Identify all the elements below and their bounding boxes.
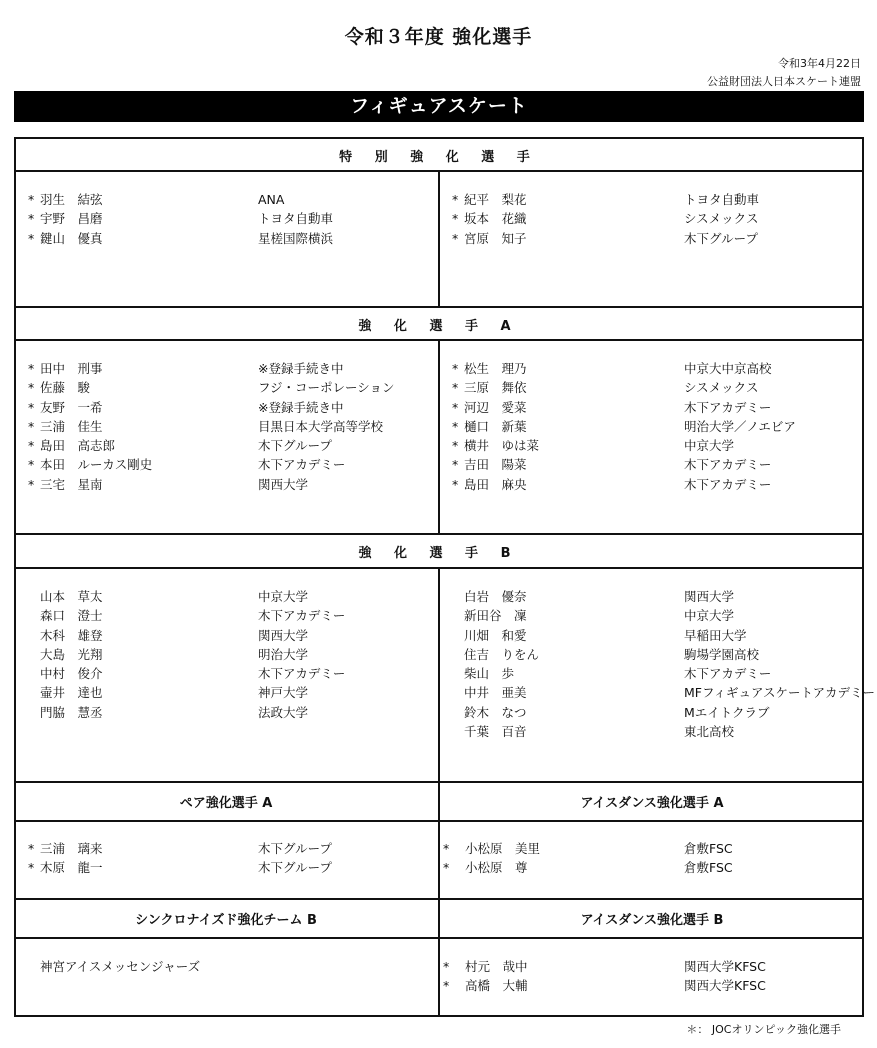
a-right-list	[452, 359, 857, 494]
organization-name: 公益財団法人日本スケート連盟	[707, 75, 861, 88]
affiliation: 関西大学KFSC	[684, 978, 766, 994]
athlete-name: 川畑 和愛	[464, 627, 527, 643]
affiliation: 関西大学	[258, 476, 309, 492]
list-item	[28, 664, 428, 683]
list-item	[28, 703, 428, 722]
list-item	[28, 359, 428, 378]
athlete-name: 宇野 昌磨	[40, 211, 103, 227]
affiliation: 法政大学	[258, 704, 309, 720]
affiliation: ANA	[258, 192, 285, 207]
section-heading-pair-a: ペア強化選手 A	[179, 796, 273, 811]
athlete-name: 島田 高志郎	[40, 438, 116, 454]
list-item	[443, 976, 857, 995]
athlete-name: 住吉 りをん	[464, 646, 540, 662]
athlete-name: 大島 光翔	[40, 646, 103, 662]
olympic-mark: *	[452, 192, 459, 207]
athlete-name: 鈴木 なつ	[464, 704, 527, 720]
olympic-mark: *	[443, 978, 450, 994]
list-item	[452, 626, 857, 645]
list-item	[452, 645, 857, 664]
olympic-mark: *	[452, 211, 459, 227]
athlete-name: 壷井 達也	[40, 685, 103, 701]
list-item	[452, 436, 857, 455]
section-heading-special: 特 別 強 化 選 手	[339, 150, 539, 165]
list-item	[452, 475, 857, 494]
affiliation: 星槎国際横浜	[258, 230, 334, 246]
athlete-name: 小松原 尊	[465, 860, 528, 876]
athlete-name: 柴山 歩	[464, 666, 515, 682]
affiliation: 中京大学	[258, 589, 309, 604]
athlete-name: 羽生 結弦	[40, 192, 103, 207]
list-item	[28, 455, 428, 474]
athlete-name: 高橋 大輔	[465, 978, 528, 994]
athlete-name: 本田 ルーカス剛史	[40, 457, 153, 473]
list-item	[452, 359, 857, 378]
affiliation: 倉敷FSC	[684, 860, 733, 876]
affiliation: MFフィギュアスケートアカデミー	[684, 685, 875, 701]
athlete-name: 島田 麻央	[464, 476, 527, 492]
affiliation: 東北高校	[684, 724, 735, 740]
athlete-name: 鍵山 優真	[40, 230, 103, 246]
athlete-name: 三浦 璃来	[40, 841, 103, 856]
olympic-mark: *	[28, 457, 35, 473]
affiliation: 目黒日本大学高等学校	[258, 418, 384, 434]
olympic-mark: *	[28, 860, 35, 876]
list-item	[452, 209, 857, 228]
column-divider	[438, 170, 440, 308]
olympic-mark: *	[28, 230, 35, 246]
affiliation: 中京大中京高校	[684, 361, 772, 376]
section-heading-synchro-b: シンクロナイズド強化チーム B	[135, 913, 317, 928]
athlete-name: 木科 雄登	[40, 627, 103, 643]
affiliation: 木下アカデミー	[684, 666, 772, 682]
page-title: 令和３年度 強化選手	[344, 26, 533, 48]
affiliation: 木下グループ	[258, 860, 333, 876]
olympic-mark: *	[452, 476, 459, 492]
list-item	[452, 455, 857, 474]
affiliation: 駒場学園高校	[684, 646, 760, 662]
affiliation: 明治大学／ノエビア	[684, 418, 796, 434]
olympic-mark: *	[28, 438, 35, 454]
affiliation: フジ・コーポレーション	[258, 380, 395, 396]
olympic-mark: *	[443, 860, 450, 876]
affiliation: 関西大学	[258, 627, 309, 643]
section-heading-b: 強 化 選 手 B	[358, 546, 520, 561]
affiliation: トヨタ自動車	[258, 211, 334, 227]
affiliation: シスメックス	[684, 211, 759, 227]
affiliation: 木下アカデミー	[258, 608, 346, 624]
affiliation: 関西大学	[684, 589, 735, 604]
affiliation: シスメックス	[684, 380, 759, 396]
discipline-banner: フィギュアスケート	[14, 91, 864, 122]
affiliation: 木下アカデミー	[684, 399, 772, 415]
list-item	[28, 190, 428, 209]
olympic-mark: *	[452, 230, 459, 246]
athlete-name: 小松原 美里	[465, 841, 541, 856]
athlete-name: 山本 草太	[40, 589, 103, 604]
athlete-name: 松生 理乃	[464, 361, 527, 376]
list-item	[452, 398, 857, 417]
list-item	[452, 417, 857, 436]
olympic-mark: *	[452, 418, 459, 434]
olympic-mark: *	[452, 399, 459, 415]
affiliation: 神戸大学	[258, 685, 309, 701]
section-heading-dance-a: アイスダンス強化選手 A	[580, 796, 724, 811]
athlete-name: 木原 龍一	[40, 860, 103, 876]
list-item	[28, 436, 428, 455]
athlete-name: 千葉 百音	[464, 724, 527, 740]
list-item	[452, 606, 857, 625]
affiliation: ※登録手続き中	[258, 399, 344, 415]
column-divider	[438, 339, 440, 535]
list-item	[443, 858, 857, 877]
list-item	[452, 664, 857, 683]
affiliation: Mエイトクラブ	[684, 704, 770, 720]
athlete-name: 新田谷 凜	[464, 608, 527, 624]
special-left-list	[28, 190, 428, 248]
athlete-name: 横井 ゆは菜	[464, 438, 540, 454]
affiliation: 早稲田大学	[684, 627, 747, 643]
list-item	[452, 378, 857, 397]
affiliation: 木下アカデミー	[684, 476, 772, 492]
list-item	[28, 398, 428, 417]
list-item	[28, 839, 428, 858]
affiliation: 木下グループ	[258, 438, 333, 454]
athlete-name: 坂本 花織	[464, 211, 527, 227]
olympic-mark: *	[28, 192, 35, 207]
affiliation: トヨタ自動車	[684, 192, 760, 207]
affiliation: 中京大学	[684, 438, 735, 454]
list-item	[40, 957, 430, 976]
olympic-mark: *	[452, 457, 459, 473]
affiliation: 木下アカデミー	[258, 666, 346, 682]
list-item	[28, 229, 428, 248]
athlete-name: 佐藤 駿	[40, 380, 91, 396]
list-item	[28, 858, 428, 877]
list-item	[452, 683, 875, 702]
list-item	[28, 683, 428, 702]
affiliation: 関西大学KFSC	[684, 959, 766, 974]
athlete-name: 中村 俊介	[40, 666, 103, 682]
olympic-mark: *	[452, 438, 459, 454]
olympic-mark: *	[28, 841, 35, 856]
list-item	[452, 587, 857, 606]
olympic-mark: *	[28, 399, 35, 415]
olympic-mark: *	[452, 380, 459, 396]
athlete-name: 森口 澄士	[40, 608, 103, 624]
list-item	[28, 645, 428, 664]
olympic-mark: *	[28, 211, 35, 227]
list-item	[452, 229, 857, 248]
list-item	[452, 703, 857, 722]
athlete-name: 河辺 愛菜	[464, 399, 527, 415]
athlete-name: 三宅 星南	[40, 476, 103, 492]
list-item	[28, 475, 428, 494]
affiliation: 木下アカデミー	[684, 457, 772, 473]
issue-date: 令和3年4月22日	[778, 57, 861, 70]
list-item	[28, 417, 428, 436]
athlete-name: 紀平 梨花	[464, 192, 527, 207]
pair-a-list	[28, 839, 428, 878]
olympic-mark: *	[443, 841, 450, 856]
list-item	[452, 722, 857, 741]
list-item	[443, 957, 857, 976]
b-left-list	[28, 587, 428, 722]
team-name: 神宮アイスメッセンジャーズ	[40, 959, 201, 974]
affiliation: ※登録手続き中	[258, 361, 344, 376]
athlete-name: 宮原 知子	[464, 230, 527, 246]
athlete-name: 田中 刑事	[40, 361, 103, 376]
athlete-name: 樋口 新葉	[464, 418, 527, 434]
olympic-mark: *	[28, 418, 35, 434]
list-item	[28, 626, 428, 645]
athlete-name: 三浦 佳生	[40, 418, 103, 434]
olympic-mark: *	[443, 959, 450, 974]
section-heading-a: 強 化 選 手 A	[358, 319, 520, 334]
athlete-name: 友野 一希	[40, 399, 103, 415]
olympic-mark: *	[452, 361, 459, 376]
athlete-name: 村元 哉中	[465, 959, 528, 974]
athlete-name: 白岩 優奈	[464, 589, 527, 604]
affiliation: 中京大学	[684, 608, 735, 624]
affiliation: 倉敷FSC	[684, 841, 733, 856]
affiliation: 木下グループ	[258, 841, 333, 856]
dance-a-list	[443, 839, 857, 878]
olympic-mark: *	[28, 361, 35, 376]
list-item	[28, 606, 428, 625]
section-heading-dance-b: アイスダンス強化選手 B	[580, 913, 724, 928]
dance-b-list	[443, 957, 857, 996]
affiliation: 明治大学	[258, 646, 309, 662]
list-item	[443, 839, 857, 858]
synchro-team	[40, 957, 430, 976]
athlete-name: 三原 舞依	[464, 380, 527, 396]
list-item	[28, 378, 428, 397]
footnote: ＊： JOCオリンピック強化選手	[686, 1023, 841, 1036]
affiliation: 木下アカデミー	[258, 457, 346, 473]
list-item	[452, 190, 857, 209]
b-right-list	[452, 587, 875, 741]
athlete-name: 門脇 慧丞	[40, 704, 103, 720]
olympic-mark: *	[28, 380, 35, 396]
athlete-name: 吉田 陽菜	[464, 457, 527, 473]
special-right-list	[452, 190, 857, 248]
athlete-name: 中井 亜美	[464, 685, 527, 701]
affiliation: 木下グループ	[684, 230, 759, 246]
a-left-list	[28, 359, 428, 494]
list-item	[28, 587, 428, 606]
olympic-mark: *	[28, 476, 35, 492]
list-item	[28, 209, 428, 228]
